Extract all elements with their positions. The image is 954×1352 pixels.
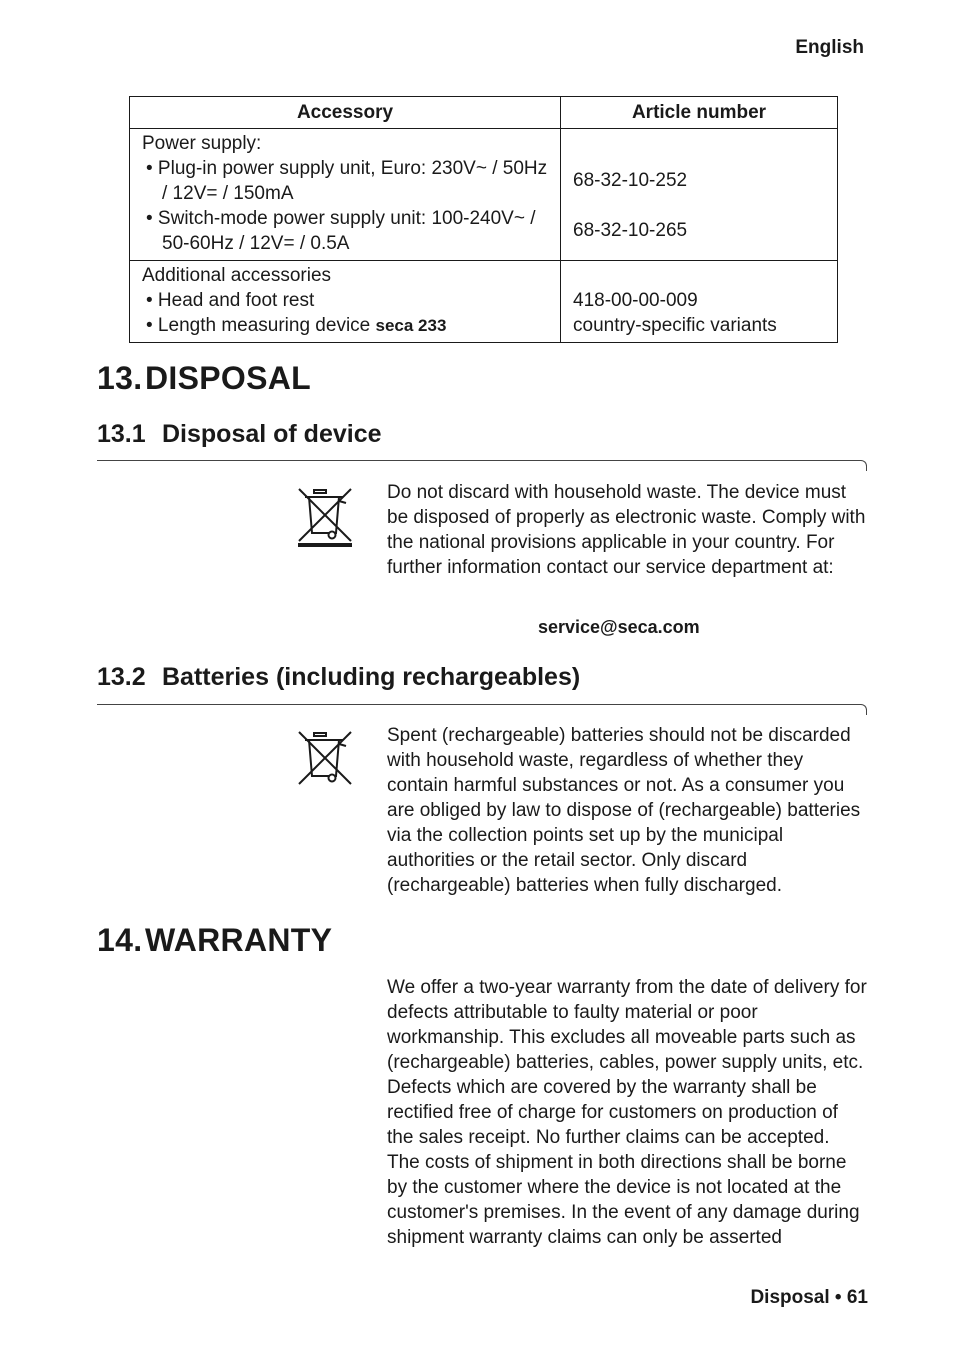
list-item: • Plug-in power supply unit, Euro: 230V~ / 50Hz / 12V= / 150mA	[146, 158, 548, 204]
column-header-article-number: Article number	[561, 97, 838, 129]
table-row	[130, 261, 838, 343]
chapter-heading-disposal	[97, 360, 311, 397]
warranty-text: We offer a two-year warranty from the date of delivery for defects attributable to faulty material or poor workmanship. This excludes all moveable parts such as (rechargeable) batteries, cables, power supply units, etc. Defects which are covered by the warranty shall be rectified free of charge for customers on production of the sales receipt. No further claims can be accepted. The costs of shipment in both directions shall be borne by the customer where the device is not located at the customer's premises. In the event of any damage during shipment warranty claims can only be asserted	[387, 977, 867, 1248]
section-title: Batteries (including rechargeables)	[162, 663, 581, 691]
list-item: • Switch-mode power supply unit: 100-240V~ / 50-60Hz / 12V= / 0.5A	[146, 208, 536, 254]
section-number: 13.2	[97, 663, 146, 691]
list-item-text: • Length measuring device	[146, 315, 371, 336]
disposal-device-text: Do not discard with household waste. The device must be disposed of properly as electronic waste. Comply with the national provisions applicable in your country. For further information contact our service department at:	[387, 482, 866, 578]
section-heading-batteries	[97, 663, 580, 692]
chapter-title: DISPOSAL	[145, 360, 311, 396]
section-number: 13.1	[97, 420, 146, 448]
crossed-out-wheelie-bin-icon	[296, 730, 354, 790]
section-title: Disposal of device	[162, 420, 382, 448]
column-header-accessory: Accessory	[130, 97, 561, 129]
group-title: Power supply:	[142, 133, 262, 154]
batteries-text: Spent (rechargeable) batteries should not be discarded with household waste, regardless of whether they contain harmful substances or not. As a consumer you are obliged by law to dispose of (rechargeable) batteries via the collection points set up by the municipal authorities or the retail sector. Only discard (rechargeable) batteries when fully discharged.	[387, 725, 861, 896]
article-number: 68-32-10-252	[573, 170, 688, 191]
accessory-table	[129, 96, 838, 343]
chapter-number: 14.	[97, 922, 143, 958]
chapter-title: WARRANTY	[145, 922, 333, 958]
article-number: 68-32-10-265	[573, 220, 688, 241]
language-label: English	[795, 37, 864, 58]
article-number-cell	[561, 129, 838, 261]
list-item	[142, 313, 552, 338]
section-divider	[97, 460, 861, 461]
accessory-cell	[130, 261, 561, 343]
crossed-out-wheelie-bin-icon	[296, 487, 354, 547]
section-divider	[97, 704, 861, 705]
table-row	[130, 129, 838, 261]
product-name: seca 233	[375, 316, 447, 335]
chapter-number: 13.	[97, 360, 143, 396]
accessory-cell	[130, 129, 561, 261]
article-number-cell	[561, 261, 838, 343]
article-number: 418-00-00-009	[573, 290, 698, 311]
article-number: country-specific variants	[573, 315, 777, 336]
service-email-link[interactable]: service@seca.com	[538, 617, 700, 637]
table-header-row	[130, 97, 838, 129]
list-item: • Head and foot rest	[146, 290, 315, 311]
section-heading-disposal-of-device	[97, 420, 382, 449]
page-footer: Disposal • 61	[750, 1287, 868, 1308]
chapter-heading-warranty	[97, 922, 332, 959]
group-title: Additional accessories	[142, 265, 332, 286]
